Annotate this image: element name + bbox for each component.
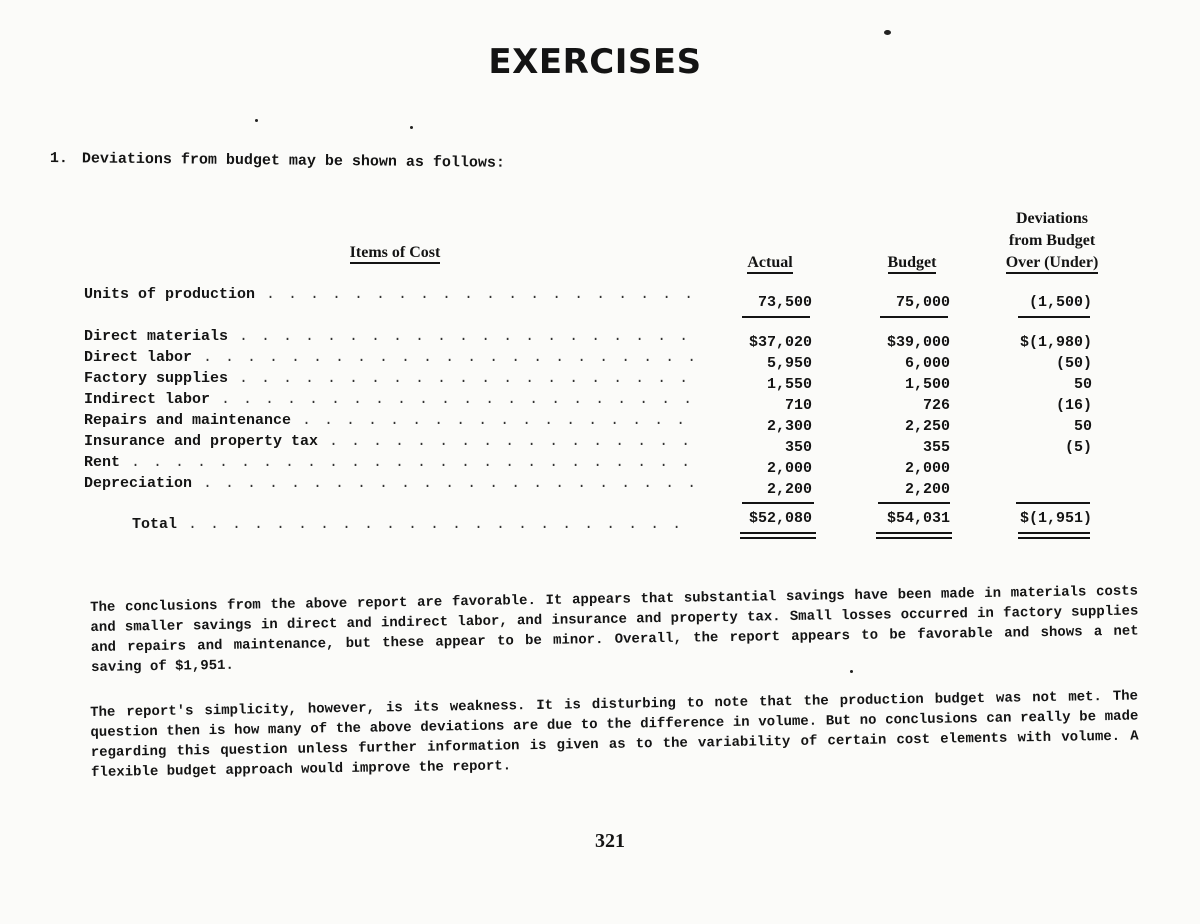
- table-row: Indirect labor . . . 710 726 (16): [0, 391, 1200, 412]
- table-row: Factory supplies . . . 1,550 1,500 50: [0, 370, 1200, 391]
- total-double-rule-actual: [740, 532, 816, 534]
- header-actual: Actual: [720, 252, 820, 274]
- total-rule-actual: [742, 502, 814, 504]
- table-row: Insurance and property tax . . . 350 355 (5): [0, 433, 1200, 454]
- units-deviation: (1,500): [1028, 294, 1092, 311]
- commentary-paragraph-1: The conclusions from the above report are favorable. It appears that substantial savings have been made in materials costs and smaller savings in direct and indirect labor, and insurance and property tax. Small losses occurred in factory supplies and repairs and maintenance, but these appear to be minor. Overall, the report appears to be favorable and shows a net saving of $1,951.: [90, 583, 1139, 676]
- total-double-rule-deviation: [1018, 532, 1090, 534]
- exercise-intro-text: Deviations from budget may be shown as follows:: [81, 150, 506, 172]
- exercise-number: 1.: [49, 150, 69, 168]
- units-rule-actual: [742, 316, 810, 318]
- header-budget: Budget: [862, 252, 962, 274]
- scan-speck: [410, 126, 413, 129]
- total-double-rule-budget: [876, 532, 952, 534]
- scan-speck: [255, 119, 258, 122]
- scan-speck: [850, 670, 853, 673]
- units-actual: 73,500: [757, 294, 812, 311]
- units-rule-deviation: [1018, 316, 1090, 318]
- total-budget: $54,031: [886, 510, 950, 527]
- total-rule-budget: [878, 502, 950, 504]
- total-deviation: $(1,951): [1019, 510, 1092, 527]
- header-deviations: [982, 208, 1122, 274]
- total-double-rule-deviation: [1018, 537, 1090, 539]
- table-row: Repairs and maintenance . . . 2,300 2,250 50: [0, 412, 1200, 433]
- exercise-intro: [50, 150, 505, 172]
- total-actual: $52,080: [748, 510, 812, 527]
- total-double-rule-actual: [740, 537, 816, 539]
- page-number: 321: [595, 830, 625, 852]
- table-row: Direct labor . . . 5,950 6,000 (50): [0, 349, 1200, 370]
- header-items-of-cost: Items of Cost: [300, 242, 490, 264]
- commentary-paragraph-2: The report's simplicity, however, is its weakness. It is disturbing to note that the production budget was not met. The question then is how many of the above deviations are due to the difference in volume. But no conclusions can really be made regarding this question unless further information is given as to the variability of certain cost elements with volume. A flexible budget approach would improve the report.: [90, 688, 1139, 781]
- total-label: Total . . .: [132, 516, 696, 533]
- page-title: EXERCISES: [488, 42, 702, 82]
- scan-speck: [884, 30, 891, 35]
- units-label: Units of production . . .: [84, 286, 696, 303]
- table-row: Rent . . . 2,000 2,000: [0, 454, 1200, 475]
- units-row: [0, 286, 1200, 311]
- header-deviations-line3: Over (Under): [1006, 254, 1099, 274]
- header-deviations-line2: from Budget: [1008, 232, 1096, 249]
- table-row: Direct materials . . . $37,020 $39,000 $(1,980): [0, 328, 1200, 349]
- total-double-rule-budget: [876, 537, 952, 539]
- header-deviations-line1: Deviations: [1016, 210, 1088, 227]
- table-row: Depreciation . . . 2,200 2,200: [0, 475, 1200, 496]
- units-budget: 75,000: [895, 294, 950, 311]
- total-rule-deviation: [1016, 502, 1090, 504]
- units-rule-budget: [880, 316, 948, 318]
